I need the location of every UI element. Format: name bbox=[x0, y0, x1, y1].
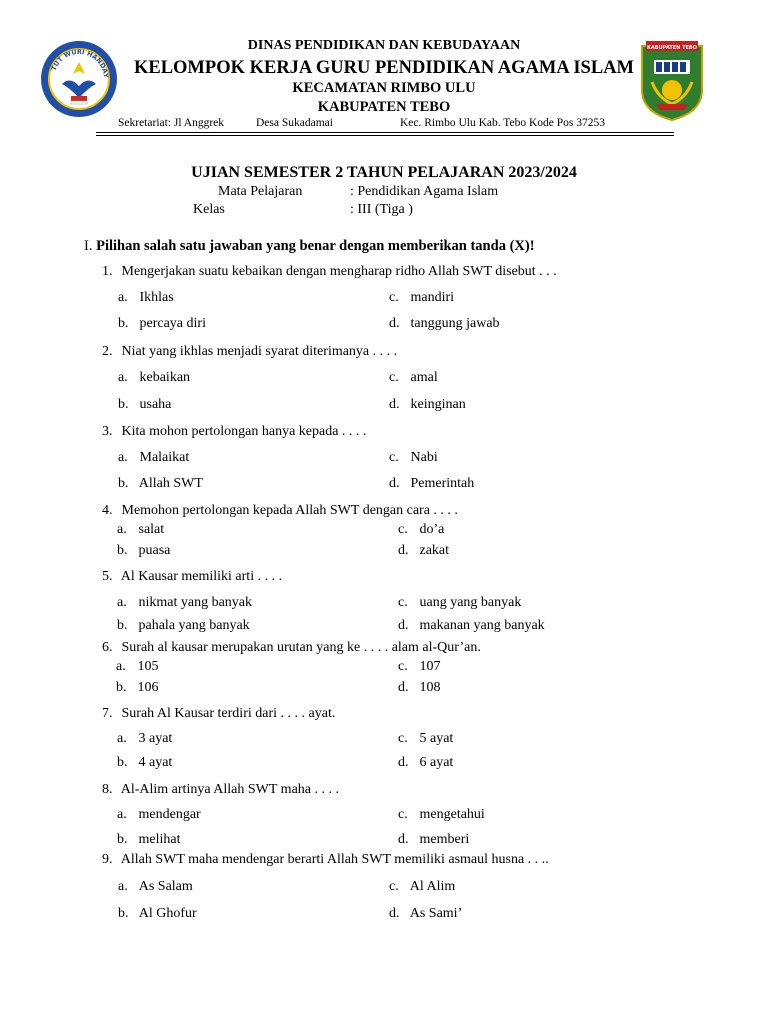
q9-option-b[interactable]: b. Al Ghofur bbox=[118, 906, 197, 921]
q8-option-d[interactable]: d. memberi bbox=[398, 832, 470, 847]
q1-option-d[interactable]: d. tanggung jawab bbox=[389, 316, 500, 331]
header-district: KECAMATAN RIMBO ULU bbox=[292, 80, 476, 96]
q8-option-b[interactable]: b. melihat bbox=[117, 832, 181, 847]
q7-option-d[interactable]: d. 6 ayat bbox=[398, 755, 454, 770]
q7-option-a[interactable]: a. 3 ayat bbox=[117, 731, 173, 746]
header-agency: DINAS PENDIDIKAN DAN KEBUDAYAAN bbox=[247, 38, 521, 53]
question-text: Surah al kausar merupakan urutan yang ke . . . . alam al-Qur’an. bbox=[121, 640, 481, 655]
logo-right-text: KABUPATEN TEBO bbox=[647, 45, 697, 51]
q2-option-c[interactable]: c. amal bbox=[389, 370, 438, 385]
question-text: Al Kausar memiliki arti . . . . bbox=[120, 569, 283, 584]
question-text: Allah SWT maha mendengar berarti Allah SWT memiliki asmaul husna . . .. bbox=[120, 852, 549, 867]
class-label: Kelas bbox=[193, 202, 225, 217]
question-5 bbox=[102, 569, 282, 585]
q9-option-c[interactable]: c. Al Alim bbox=[389, 879, 456, 894]
class-value: : III (Tiga ) bbox=[350, 202, 413, 217]
q3-option-b[interactable]: b. Allah SWT bbox=[118, 476, 203, 491]
q3-option-c[interactable]: c. Nabi bbox=[389, 450, 438, 465]
q9-option-a[interactable]: a. As Salam bbox=[118, 879, 193, 894]
q4-option-c[interactable]: c. do’a bbox=[398, 522, 445, 537]
q4-option-d[interactable]: d. zakat bbox=[398, 543, 450, 558]
header-organization: KELOMPOK KERJA GURU PENDIDIKAN AGAMA ISLAM bbox=[133, 58, 635, 78]
question-7 bbox=[102, 706, 335, 722]
question-number: 5. bbox=[102, 569, 113, 584]
section-instruction bbox=[84, 238, 535, 255]
question-text: Niat yang ikhlas menjadi syarat diterimanya . . . . bbox=[121, 344, 398, 359]
header-regency: KABUPATEN TEBO bbox=[317, 99, 451, 115]
address-village: Desa Sukadamai bbox=[256, 117, 333, 129]
question-3 bbox=[102, 424, 366, 440]
section-instruction-text: Pilihan salah satu jawaban yang benar dengan memberikan tanda (X)! bbox=[96, 238, 535, 254]
question-number: 1. bbox=[102, 264, 113, 279]
q5-option-b[interactable]: b. pahala yang banyak bbox=[117, 618, 250, 633]
q5-option-a[interactable]: a. nikmat yang banyak bbox=[117, 595, 253, 610]
question-6 bbox=[102, 640, 481, 656]
question-8 bbox=[102, 782, 339, 798]
question-text: Surah Al Kausar terdiri dari . . . . ayat. bbox=[121, 706, 336, 721]
question-number: 4. bbox=[102, 503, 113, 518]
question-2 bbox=[102, 344, 397, 360]
question-1 bbox=[102, 264, 557, 280]
header-divider-thick bbox=[96, 132, 674, 133]
q2-option-d[interactable]: d. keinginan bbox=[389, 397, 466, 412]
question-number: 2. bbox=[102, 344, 113, 359]
logo-left-text: TUT WURI HANDAY bbox=[49, 47, 110, 78]
q1-option-a[interactable]: a. Ikhlas bbox=[118, 290, 174, 305]
address-secretariat: Sekretariat: Jl Anggrek bbox=[118, 117, 225, 129]
q9-option-d[interactable]: d. As Sami’ bbox=[389, 906, 463, 921]
q2-option-b[interactable]: b. usaha bbox=[118, 397, 172, 412]
q6-option-c[interactable]: c. 107 bbox=[398, 659, 441, 674]
question-text: Al-Alim artinya Allah SWT maha . . . . bbox=[120, 782, 339, 797]
q3-option-d[interactable]: d. Pemerintah bbox=[389, 476, 475, 491]
question-number: 7. bbox=[102, 706, 113, 721]
q3-option-a[interactable]: a. Malaikat bbox=[118, 450, 190, 465]
question-text: Mengerjakan suatu kebaikan dengan mengharap ridho Allah SWT disebut . . . bbox=[121, 264, 557, 279]
question-number: 8. bbox=[102, 782, 113, 797]
header-divider-thin bbox=[96, 135, 674, 136]
q8-option-a[interactable]: a. mendengar bbox=[117, 807, 201, 822]
subject-value: : Pendidikan Agama Islam bbox=[350, 184, 499, 199]
q7-option-b[interactable]: b. 4 ayat bbox=[117, 755, 173, 770]
exam-title: UJIAN SEMESTER 2 TAHUN PELAJARAN 2023/2024 bbox=[191, 164, 577, 181]
q1-option-b[interactable]: b. percaya diri bbox=[118, 316, 206, 331]
q4-option-b[interactable]: b. puasa bbox=[117, 543, 171, 558]
question-number: 9. bbox=[102, 852, 113, 867]
section-numeral: I. bbox=[84, 238, 93, 254]
q7-option-c[interactable]: c. 5 ayat bbox=[398, 731, 454, 746]
question-4 bbox=[102, 503, 458, 519]
q4-option-a[interactable]: a. salat bbox=[117, 522, 165, 537]
question-text: Kita mohon pertolongan hanya kepada . . . . bbox=[121, 424, 367, 439]
q2-option-a[interactable]: a. kebaikan bbox=[118, 370, 191, 385]
q5-option-c[interactable]: c. uang yang banyak bbox=[398, 595, 522, 610]
question-text: Memohon pertolongan kepada Allah SWT dengan cara . . . . bbox=[121, 503, 458, 518]
q6-option-d[interactable]: d. 108 bbox=[398, 680, 441, 695]
address-district-postcode: Kec. Rimbo Ulu Kab. Tebo Kode Pos 37253 bbox=[400, 117, 606, 129]
question-number: 6. bbox=[102, 640, 113, 655]
subject-label: Mata Pelajaran bbox=[218, 184, 303, 199]
question-number: 3. bbox=[102, 424, 113, 439]
q8-option-c[interactable]: c. mengetahui bbox=[398, 807, 485, 822]
q6-option-b[interactable]: b. 106 bbox=[116, 680, 159, 695]
q6-option-a[interactable]: a. 105 bbox=[116, 659, 159, 674]
q5-option-d[interactable]: d. makanan yang banyak bbox=[398, 618, 545, 633]
q1-option-c[interactable]: c. mandiri bbox=[389, 290, 455, 305]
question-9 bbox=[102, 852, 549, 868]
